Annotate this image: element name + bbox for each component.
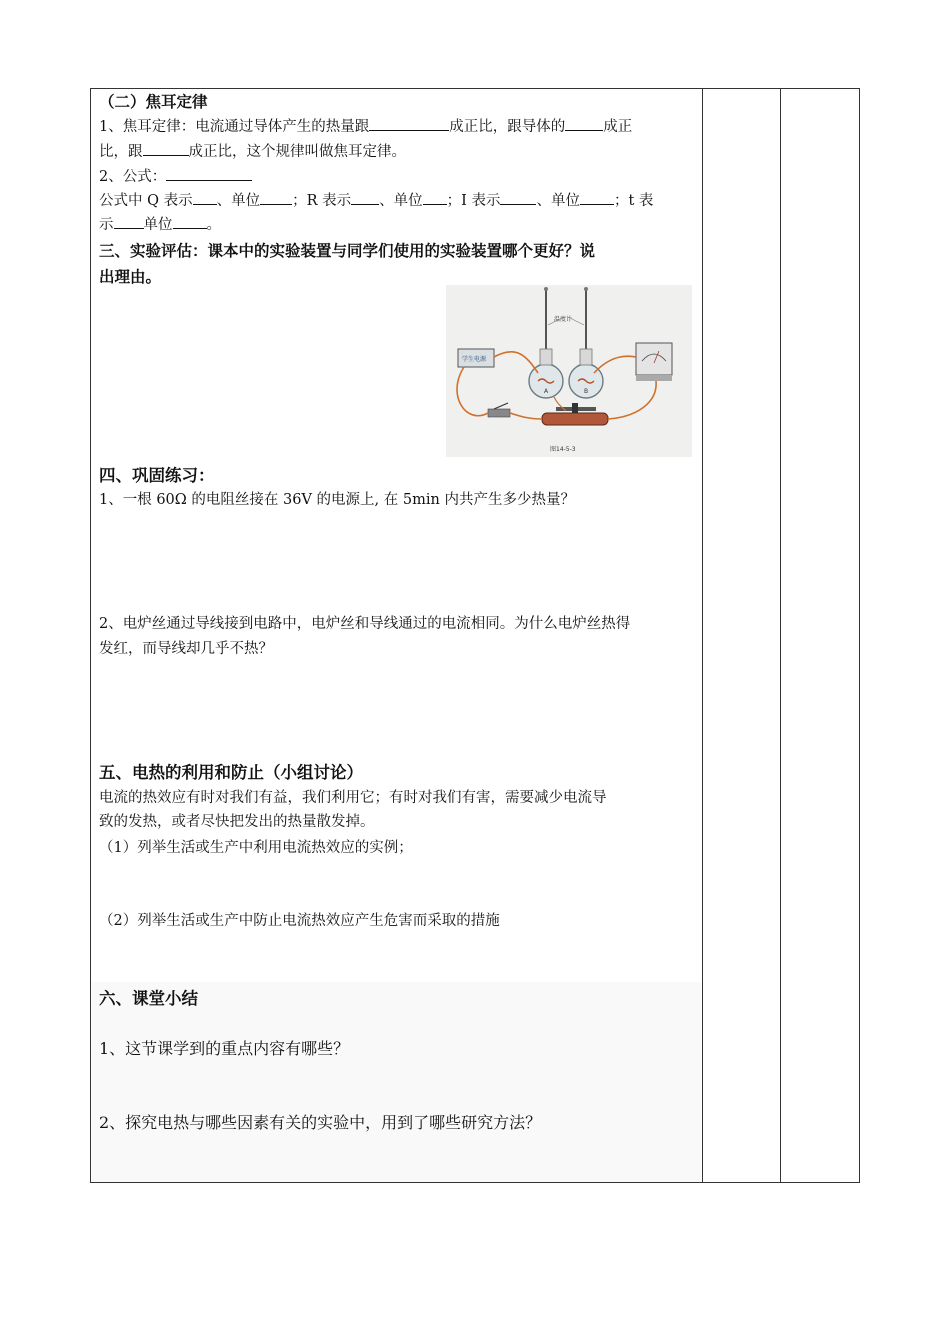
- lesson-table: [90, 88, 860, 1183]
- blank[interactable]: [193, 190, 217, 205]
- experiment-figure: [446, 285, 692, 457]
- blank[interactable]: [500, 190, 536, 205]
- formula-blank[interactable]: [166, 166, 252, 181]
- flask-b-label: B: [584, 388, 589, 395]
- blank[interactable]: [260, 190, 292, 205]
- flask-a-label: A: [544, 388, 549, 395]
- section3-line1: 三、实验评估：课本中的实验装置与同学们使用的实验装置哪个更好？说: [99, 242, 596, 260]
- blank[interactable]: [173, 214, 207, 229]
- section5-item2: （2）列举生活或生产中防止电流热效应产生危害而采取的措施: [99, 913, 500, 929]
- column-divider-2: [780, 89, 781, 1182]
- figure-caption: 图14-5-3: [550, 446, 576, 453]
- section5-title: 五、电热的利用和防止（小组讨论）: [99, 763, 363, 782]
- exercise-q1: 1、一根 60Ω 的电阻丝接在 36V 的电源上, 在 5min 内共产生多少热量？: [99, 492, 575, 508]
- section5-paragraph-line2: 致的发热，或者尽快把发出的热量散发掉。: [99, 814, 375, 830]
- joule-law-line1: 1、焦耳定律：电流通过导体产生的热量跟 成正比，跟导体的 成正: [99, 115, 697, 139]
- section2-title: （二）焦耳定律: [99, 93, 208, 111]
- formula-meaning-line2: 示 单位 。: [99, 213, 697, 237]
- section4-title: 四、巩固练习：: [99, 466, 215, 485]
- summary-q1: 1、这节课学到的重点内容有哪些？: [99, 1039, 350, 1058]
- summary-q2: 2、探究电热与哪些因素有关的实验中，用到了哪些研究方法？: [99, 1113, 542, 1132]
- formula-meaning-line1: 公式中 Q 表示 、单位 ；R 表示 、单位 ；I 表示 、单位 ；t 表: [99, 189, 697, 213]
- blank[interactable]: [565, 116, 603, 131]
- formula-line: 2、公式：: [99, 165, 697, 189]
- blank[interactable]: [423, 190, 447, 205]
- blank[interactable]: [114, 214, 144, 229]
- blank[interactable]: [369, 116, 449, 131]
- section3-line2: 出理由。: [99, 268, 162, 286]
- exercise-q2-line1: 2、电炉丝通过导线接到电路中，电炉丝和导线通过的电流相同。为什么电炉丝热得: [99, 616, 631, 632]
- blank[interactable]: [143, 141, 189, 156]
- thermometer-label: 温度计: [554, 316, 573, 323]
- blank[interactable]: [580, 190, 614, 205]
- blank[interactable]: [351, 190, 379, 205]
- section6-title: 六、课堂小结: [99, 989, 198, 1008]
- section5-paragraph-line1: 电流的热效应有时对我们有益，我们利用它；有时对我们有害，需要减少电流导: [99, 790, 607, 806]
- exercise-q2-line2: 发红，而导线却几乎不热？: [99, 641, 273, 657]
- power-supply-label: 学生电源: [462, 356, 487, 363]
- joule-law-line2: 比，跟 成正比，这个规律叫做焦耳定律。: [99, 140, 697, 164]
- section5-item1: （1）列举生活或生产中利用电流热效应的实例；: [99, 840, 413, 856]
- main-column: [91, 89, 703, 1182]
- experiment-apparatus-image: [446, 285, 692, 457]
